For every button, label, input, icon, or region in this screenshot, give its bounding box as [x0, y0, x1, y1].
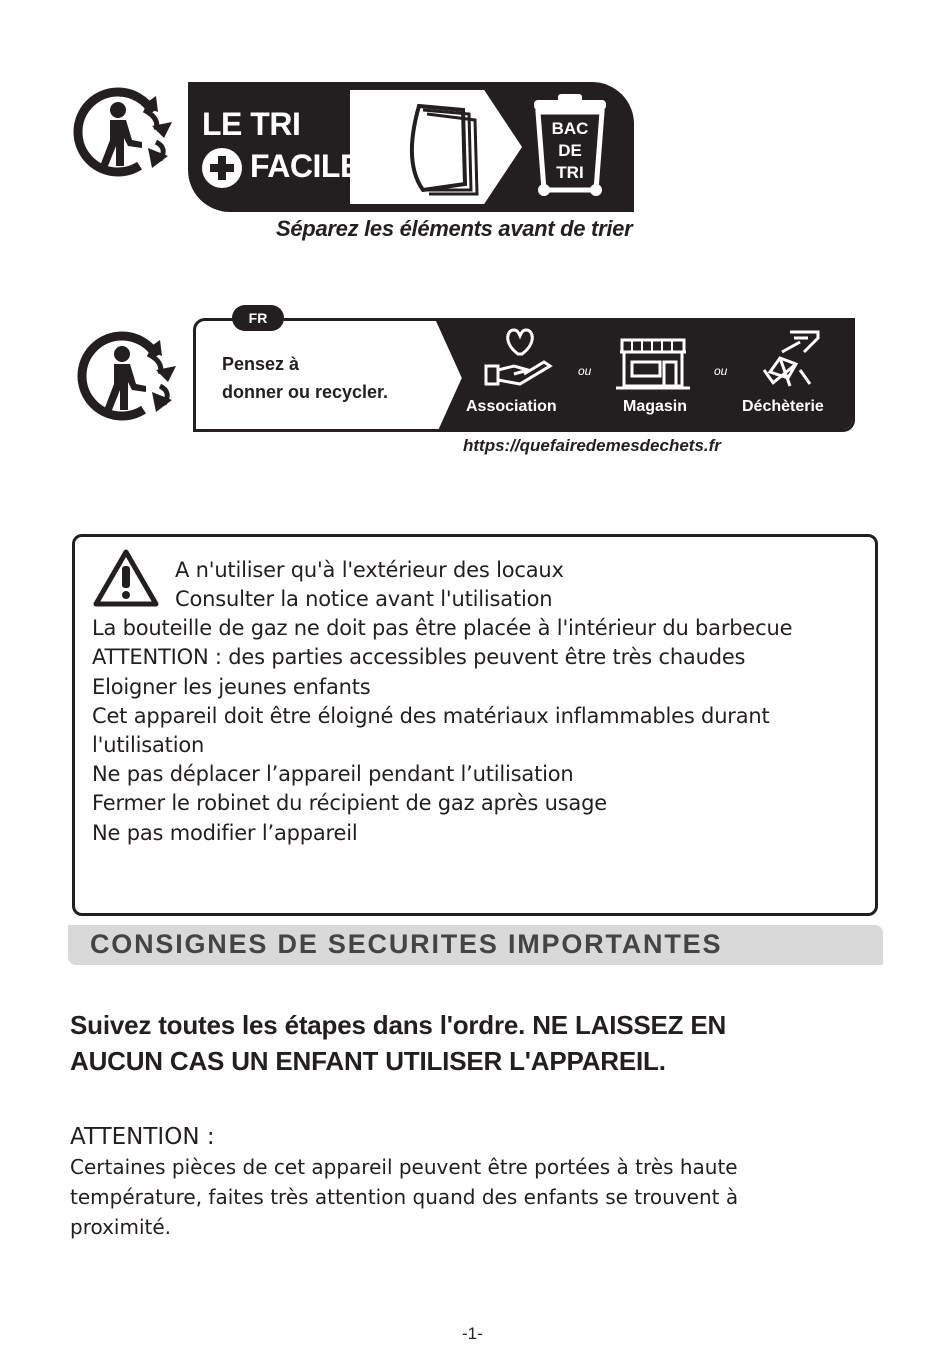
tri-line2: FACILE: [250, 148, 361, 184]
warning-line: ATTENTION : des parties accessibles peuvent être très chaudes: [92, 645, 746, 669]
warning-line: Ne pas déplacer l’appareil pendant l’utilisation: [92, 762, 574, 786]
instruction-line: Suivez toutes les étapes dans l'ordre. NE LAISSEZ EN: [70, 1010, 727, 1040]
fr-badge: FR: [232, 305, 284, 331]
triman-icon: [72, 82, 178, 182]
warning-icon: [92, 548, 160, 610]
page-number: -1-: [462, 1324, 483, 1343]
donation-text: [222, 350, 388, 406]
shop-icon: [614, 338, 692, 392]
warning-line: Cet appareil doit être éloigné des matériaux inflammables durant: [92, 704, 770, 728]
attention-title: ATTENTION :: [70, 1124, 215, 1150]
warning-line: A n'utiliser qu'à l'extérieur des locaux: [175, 558, 564, 582]
warning-line: Eloigner les jeunes enfants: [92, 675, 371, 699]
donation-url: https://quefairedemesdechets.fr: [463, 436, 721, 455]
option-association: Association: [466, 398, 557, 415]
section-title: CONSIGNES DE SECURITES IMPORTANTES: [90, 929, 723, 959]
warning-line: l'utilisation: [92, 733, 205, 757]
bin-label-1: BAC: [551, 119, 589, 138]
tri-caption: Séparez les éléments avant de trier: [276, 216, 633, 241]
tri-line1: LE TRI: [202, 106, 301, 142]
bin-label-3: TRI: [556, 163, 584, 182]
separator-ou-1: ou: [578, 364, 592, 378]
attention-line: proximité.: [70, 1215, 172, 1239]
triman-icon: [76, 326, 182, 426]
warning-line: Ne pas modifier l’appareil: [92, 821, 358, 845]
warning-line: La bouteille de gaz ne doit pas être placée à l'intérieur du barbecue: [92, 616, 793, 640]
donation-text-line2: donner ou recycler.: [222, 382, 389, 402]
separator-ou-2: ou: [714, 364, 728, 378]
tri-facile-banner: [188, 82, 634, 212]
donation-text-line1: Pensez à: [222, 354, 300, 374]
attention-line: température, faites très attention quand des enfants se trouvent à: [70, 1185, 739, 1209]
warning-line: Fermer le robinet du récipient de gaz après usage: [92, 791, 607, 815]
warning-line: Consulter la notice avant l'utilisation: [175, 587, 553, 611]
attention-line: Certaines pièces de cet appareil peuvent être portées à très haute: [70, 1155, 738, 1179]
option-decheterie: Déchèterie: [742, 398, 824, 415]
bin-label-2: DE: [558, 141, 582, 160]
plus-icon: [202, 148, 242, 188]
heart-hand-icon: [484, 326, 556, 390]
instruction-line: AUCUN CAS UN ENFANT UTILISER L'APPAREIL.: [70, 1046, 666, 1076]
option-magasin: Magasin: [623, 398, 688, 415]
paper-icon: [393, 100, 483, 196]
recycle-hand-icon: [760, 328, 822, 390]
